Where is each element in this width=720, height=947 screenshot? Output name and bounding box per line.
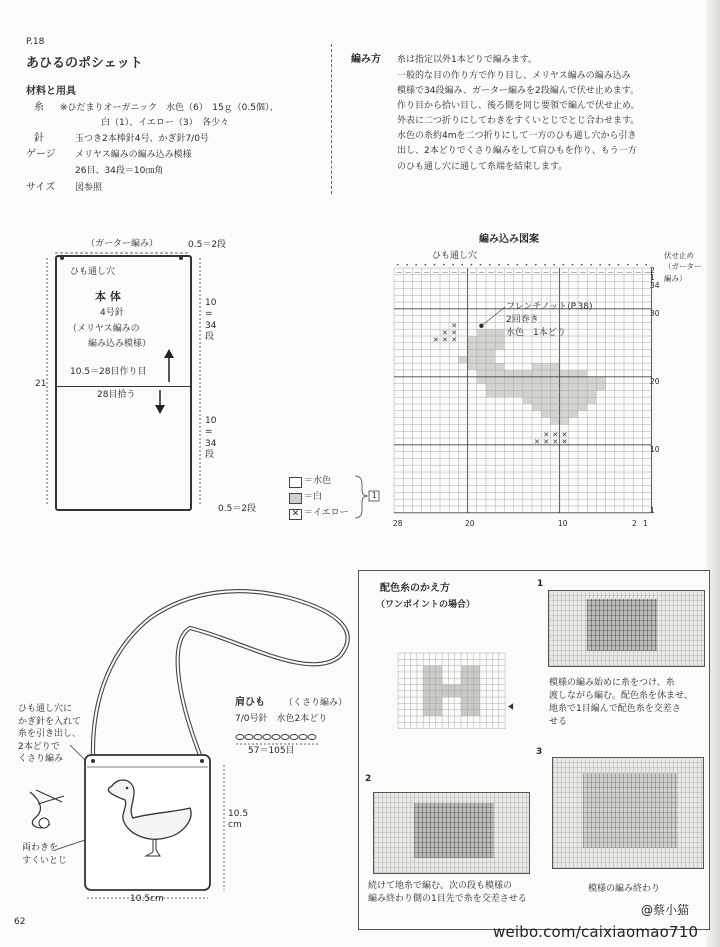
- french-knot-color: 水色 1本どり: [506, 328, 566, 338]
- watermark-name: @蔡小猫: [641, 903, 690, 917]
- h-motif-cell: [430, 691, 436, 697]
- bottom-dimension: 0.5＝2段: [218, 504, 257, 514]
- side-seam-note: 両わきを すくいとじ: [22, 843, 68, 866]
- method-line: 模様で34段編み、ガーター編みを2段編んで伏せ止めます。: [397, 86, 639, 96]
- chart-garter-mark: —: [561, 268, 568, 276]
- chart-yellow-cross: ✕: [561, 437, 568, 446]
- chart-bindoff-mark: •: [396, 262, 400, 269]
- chart-garter-mark: —: [414, 268, 421, 276]
- chart-bindoff-mark: •: [423, 262, 428, 269]
- h-motif-cell: [455, 685, 461, 691]
- upper-rows-label: 10 = 34 段: [205, 298, 217, 342]
- chart-yellow-cross: ✕: [451, 335, 458, 344]
- h-motif-cell: [461, 672, 467, 678]
- page-reference: P.18: [26, 37, 45, 47]
- chart-yellow-cross: ✕: [442, 335, 448, 344]
- method-line: 外表に二つ折りにしてわきをすくいとじでとじ合わせます。: [397, 116, 640, 126]
- step2-illustration: [373, 792, 530, 874]
- piece-pattern-2: 編み込み模様）: [88, 339, 152, 349]
- h-motif-cell: [423, 672, 429, 678]
- chart-bindoff-mark: •: [414, 262, 418, 269]
- h-motif-cell: [442, 691, 448, 697]
- method-line: 糸は指定以外1本どりで編みます。: [397, 55, 538, 65]
- chart-bindoff-mark: •: [515, 262, 520, 269]
- h-motif-cell: [423, 703, 429, 709]
- chart-yellow-cross: ✕: [451, 329, 458, 337]
- color-change-subtitle: （ワンポイントの場合）: [376, 600, 476, 610]
- strap-length: 57＝105目: [248, 746, 295, 756]
- chart-bindoff-mark: •: [524, 262, 529, 269]
- chart-garter-mark: —: [534, 268, 540, 276]
- row-number: 34: [650, 281, 660, 290]
- col-number: 10: [558, 519, 568, 528]
- chart-bindoff-mark: •: [497, 262, 501, 269]
- chart-garter-mark: —: [607, 268, 614, 276]
- h-motif-cell: [461, 666, 467, 672]
- chart-bindoff-mark: •: [460, 262, 464, 269]
- chart-garter-mark: —: [469, 268, 476, 276]
- h-motif-cell: [436, 697, 442, 703]
- h-grid-arrow: [508, 703, 513, 709]
- chart-bindoff-mark: •: [552, 262, 556, 269]
- step1-illustration: [548, 590, 705, 667]
- chart-garter-mark: —: [552, 268, 559, 276]
- h-motif-cell: [461, 697, 467, 703]
- legend-bracket-note: 1: [372, 491, 377, 500]
- yarn-label: 糸: [34, 102, 44, 113]
- chart-bindoff-mark: •: [488, 262, 492, 269]
- chart-garter-mark: —: [570, 268, 577, 276]
- h-motif-cell: [461, 685, 467, 691]
- chart-bindoff-mark: •: [442, 262, 446, 269]
- chart-bindoff-mark: •: [589, 262, 593, 269]
- size-label: サイズ: [26, 182, 56, 193]
- row-number: 2: [650, 266, 655, 275]
- h-motif-cell: [430, 697, 436, 703]
- h-motif-cell: [455, 691, 461, 697]
- chart-yellow-cross: ✕: [451, 322, 458, 331]
- size-value: 図参照: [75, 183, 103, 193]
- chart-bindoff-mark: •: [616, 262, 621, 269]
- step-number: 1: [537, 579, 544, 589]
- h-motif-cell: [430, 666, 436, 672]
- h-motif-cell: [430, 685, 436, 691]
- bag-width-dim: 10.5cm: [130, 894, 164, 904]
- strap-name: 肩ひも: [235, 697, 265, 708]
- chart-bindoff-mark: •: [561, 262, 566, 269]
- h-motif-cell: [423, 685, 429, 691]
- chart-hole-label: ひも通し穴: [432, 251, 478, 261]
- page-title: あひるのポシェット: [26, 56, 143, 71]
- h-motif-cell: [467, 666, 473, 672]
- h-motif-cell: [467, 691, 473, 697]
- cast-on-label: 10.5＝28目作り目: [70, 367, 147, 377]
- chart-bindoff-mark: •: [580, 262, 584, 269]
- french-knot-label: フレンチノット(P.38): [506, 302, 593, 312]
- chart-garter-mark: —: [396, 268, 402, 276]
- method-line: 出し、2本どりでくさり編みをして肩ひもを作り、もう一方: [397, 146, 637, 156]
- step-number: 2: [365, 774, 372, 784]
- method-heading: 編み方: [351, 54, 381, 65]
- row-number: 1: [650, 273, 655, 282]
- col-number: 1: [643, 519, 648, 528]
- chart-bindoff-mark: •: [432, 262, 437, 269]
- legend-label: ＝イエロー: [304, 508, 349, 518]
- chart-garter-mark: —: [589, 268, 596, 276]
- height-label: 21: [35, 379, 47, 389]
- step3-caption: 模様の編み終わり: [588, 884, 661, 894]
- h-motif-cell: [436, 666, 442, 672]
- chart-garter-mark: —: [451, 268, 458, 276]
- method-line: 水色の糸約4mを二つ折りにして一方のひも通し穴から引き: [397, 131, 637, 141]
- h-motif-cell: [461, 703, 467, 709]
- chart-garter-mark: —: [524, 268, 531, 276]
- chart-bindoff-mark: •: [607, 262, 612, 269]
- gauge-line-2: 26目、34段＝10㎝角: [75, 166, 164, 176]
- materials-heading: 材料と用具: [26, 86, 76, 97]
- chart-bindoff-mark: •: [469, 262, 474, 269]
- h-motif-cell: [430, 678, 436, 684]
- chart-garter-mark: —: [506, 268, 513, 276]
- chart-garter-mark: —: [488, 268, 494, 276]
- h-motif-cell: [436, 691, 442, 697]
- chart-bindoff-mark: •: [635, 262, 639, 269]
- chart-yellow-cross: ✕: [442, 329, 448, 337]
- h-motif-cell: [461, 691, 467, 697]
- h-motif-cell: [467, 697, 473, 703]
- chart-yellow-cross: ✕: [552, 437, 559, 446]
- h-motif-cell: [430, 703, 436, 709]
- chart-yellow-cross: ✕: [432, 335, 439, 344]
- chart-garter-mark: —: [432, 268, 439, 276]
- step-number: 3: [536, 747, 543, 757]
- h-motif-cell: [423, 691, 429, 697]
- piece-name: 本 体: [95, 290, 121, 303]
- h-motif-cell: [436, 672, 442, 678]
- col-number: 28: [393, 519, 403, 528]
- chart-bindoff-mark: •: [506, 262, 510, 269]
- watermark-url: weibo.com/caixiaomao710: [493, 923, 699, 941]
- chart-garter-mark: —: [598, 268, 605, 276]
- chart-yellow-cross: ✕: [543, 431, 550, 439]
- h-motif-cell: [436, 685, 442, 691]
- chart-bindoff-mark: •: [478, 262, 483, 269]
- h-motif-cell: [436, 678, 442, 684]
- chart-yellow-cross: ✕: [561, 431, 568, 439]
- chart-garter-mark: —: [626, 268, 632, 276]
- legend-label: ＝白: [304, 492, 323, 502]
- yarn-line-1: ※ひだまりオーガニック 水色（6） 15ｇ（0.5個）、: [60, 103, 279, 113]
- chart-bindoff-mark: •: [543, 262, 547, 269]
- chart-garter-mark: —: [442, 268, 448, 276]
- hole-label: ひも通し穴: [70, 267, 116, 277]
- h-motif-cell: [467, 685, 473, 691]
- h-motif-cell: [474, 678, 480, 684]
- chart-yellow-cross: ✕: [543, 437, 550, 446]
- h-motif-cell: [461, 710, 467, 716]
- chart-bindoff-mark: •: [598, 262, 602, 269]
- chart-garter-mark: —: [405, 268, 412, 276]
- chart-bindoff-mark: •: [570, 262, 575, 269]
- chart-title: 編み込み図案: [479, 234, 539, 245]
- legend-swatch-yellow-cross: ✕: [289, 509, 302, 520]
- step2-text: 続けて地糸で編む。次の段も模様の 編み終わり側の1目先で糸を交差させる: [368, 881, 527, 905]
- h-motif-cell: [423, 710, 429, 716]
- bag-height-dim: 10.5 cm: [228, 809, 249, 830]
- pick-up-label: 28目拾う: [97, 390, 136, 400]
- h-motif-cell: [474, 697, 480, 703]
- h-motif-cell: [474, 703, 480, 709]
- chart-yellow-cross: ✕: [552, 431, 559, 439]
- h-motif-cell: [430, 672, 436, 678]
- h-motif-cell: [423, 697, 429, 703]
- h-motif-cell: [474, 685, 480, 691]
- row-number: 10: [650, 445, 660, 454]
- h-motif-cell: [467, 678, 473, 684]
- h-motif-cell: [474, 666, 480, 672]
- h-motif-cell: [430, 710, 436, 716]
- hole-crochet-note: ひも通し穴に かぎ針を入れて 糸を引き出し、 2本どりで くさり編み: [18, 704, 82, 765]
- chart-bindoff-mark: •: [626, 262, 630, 269]
- chart-garter-mark: —: [515, 268, 522, 276]
- chart-bindoff-mark: •: [451, 262, 455, 269]
- chart-garter-mark: —: [616, 268, 623, 276]
- h-motif-cell: [436, 710, 442, 716]
- h-motif-cell: [467, 703, 473, 709]
- row-number: 30: [650, 309, 660, 318]
- gauge-label: ゲージ: [26, 149, 56, 160]
- chart-bindoff-mark: •: [534, 262, 538, 269]
- strap-stitch: （くさり編み）: [284, 698, 348, 708]
- h-motif-cell: [467, 672, 473, 678]
- page-number: 62: [14, 917, 26, 927]
- h-motif-cell: [442, 685, 448, 691]
- strap-spec: 7/0号針 水色2本どり: [235, 714, 328, 724]
- row-number: 1: [650, 506, 655, 515]
- method-line: 一般的な目の作り方で作り目し、メリヤス編みの編み込み: [397, 71, 631, 81]
- chart-garter-mark: —: [423, 268, 430, 276]
- h-motif-cell: [423, 666, 429, 672]
- h-motif-cell: [467, 710, 473, 716]
- h-motif-cell: [474, 691, 480, 697]
- step3-illustration: [552, 757, 704, 869]
- chart-right-labels: 伏せ止め （ガーター 編み）: [664, 251, 702, 283]
- piece-needle: 4号針: [100, 308, 124, 318]
- chart-garter-mark: —: [580, 268, 586, 276]
- chart-bindoff-mark: •: [405, 262, 409, 269]
- h-motif-cell: [461, 678, 467, 684]
- chart-garter-mark: —: [478, 268, 485, 276]
- yarn-line-2: 白（1）、イエロー（3） 各少々: [101, 118, 230, 128]
- method-line: 作り目から拾い目し、後ろ側を同じ要領で編んで伏せ止め。: [397, 101, 640, 111]
- method-line: のひも通し穴に通して糸端を結束します。: [397, 162, 568, 172]
- needle-value: 玉つき2本棒針4号、かぎ針7/0号: [75, 134, 209, 144]
- gauge-line-1: メリヤス編みの編み込み模様: [75, 150, 192, 160]
- lower-rows-label: 10 = 34 段: [205, 416, 217, 460]
- h-motif-cell: [474, 672, 480, 678]
- col-number: 2: [632, 519, 637, 528]
- chart-garter-mark: —: [460, 268, 467, 276]
- top-dimension: 0.5＝2段: [188, 240, 227, 250]
- chart-garter-mark: —: [635, 268, 642, 276]
- color-change-title: 配色糸のかえ方: [380, 583, 450, 594]
- h-motif-cell: [436, 703, 442, 709]
- needle-label: 針: [34, 133, 44, 144]
- french-knot-wraps: 2回巻き: [506, 315, 539, 325]
- h-motif-cell: [474, 710, 480, 716]
- chart-yellow-cross: ✕: [534, 437, 540, 446]
- legend-label: ＝水色: [304, 476, 332, 486]
- chart-garter-mark: —: [644, 268, 651, 276]
- chart-garter-mark: —: [497, 268, 504, 276]
- col-number: 20: [465, 519, 475, 528]
- garter-label: （ガーター編み）: [86, 239, 159, 249]
- piece-pattern-1: （メリヤス編みの: [68, 324, 140, 334]
- h-motif-cell: [448, 685, 454, 691]
- row-number: 20: [650, 377, 660, 386]
- chart-bindoff-mark: •: [644, 262, 648, 269]
- chart-garter-mark: —: [543, 268, 550, 276]
- step1-text: 模様の編み始めに糸をつけ、糸 渡しながら編む。配色糸を休ませ、 地糸で1目編んで配色糸を交差さ せる: [549, 678, 693, 728]
- h-motif-cell: [448, 691, 454, 697]
- h-motif-cell: [423, 678, 429, 684]
